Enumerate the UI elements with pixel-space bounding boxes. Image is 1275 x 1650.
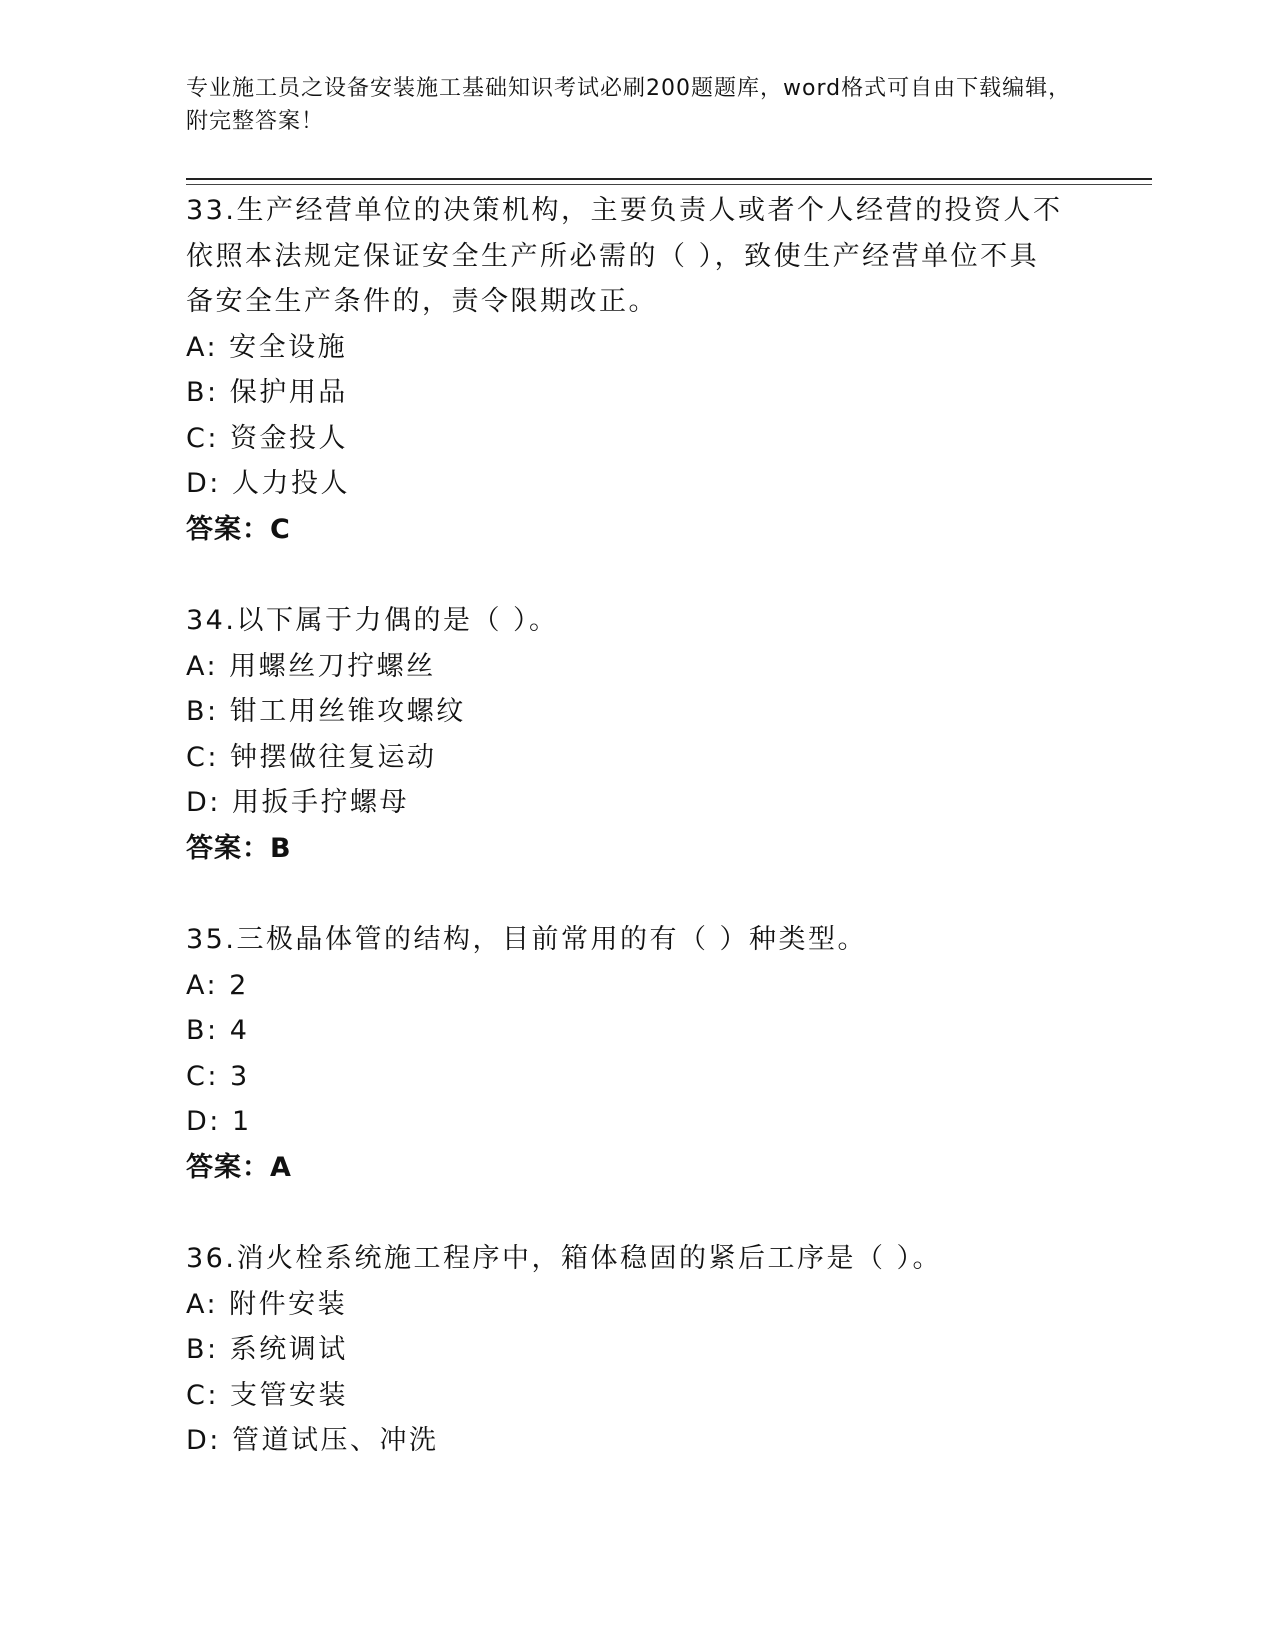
question-text: 35.三极晶体管的结构，目前常用的有（ ）种类型。 — [186, 924, 868, 955]
option-a: A: 用螺丝刀拧螺丝 — [186, 650, 436, 682]
question-spacer — [186, 1190, 1086, 1236]
option-d: D: 人力投人 — [186, 468, 350, 499]
question-text: 36.消火栓系统施工程序中，箱体稳固的紧后工序是（ ）。 — [186, 1243, 943, 1274]
option-b: B: 4 — [186, 1015, 250, 1046]
option-a: A: 安全设施 — [186, 331, 348, 363]
question-spacer — [186, 871, 1086, 917]
question-35 — [186, 917, 1086, 1190]
option-d: D: 1 — [186, 1106, 252, 1137]
option-d: D: 用扳手拧螺母 — [186, 787, 409, 818]
header-divider-thin — [186, 184, 1152, 185]
option-c: C: 3 — [186, 1060, 250, 1092]
option-d: D: 管道试压、冲洗 — [186, 1425, 439, 1456]
option-b: B: 系统调试 — [186, 1334, 348, 1365]
option-a: A: 2 — [186, 969, 249, 1001]
question-36 — [186, 1236, 1086, 1464]
question-spacer — [186, 552, 1086, 598]
question-text: 33.生产经营单位的决策机构，主要负责人或者个人经营的投资人不依照本法规定保证安全生产所必需的（ ），致使生产经营单位不具备安全生产条件的，责令限期改正。 — [186, 195, 1063, 317]
document-header: 专业施工员之设备安装施工基础知识考试必刷200题题库，word格式可自由下载编辑，附完整答案！ — [186, 76, 1072, 134]
option-c: C: 钟摆做往复运动 — [186, 741, 437, 773]
option-a: A: 附件安装 — [186, 1288, 348, 1320]
option-b: B: 保护用品 — [186, 377, 348, 408]
answer-line: 答案：C — [186, 513, 291, 545]
option-c: C: 支管安装 — [186, 1379, 349, 1411]
question-34 — [186, 598, 1086, 871]
question-list — [186, 188, 1086, 1464]
option-b: B: 钳工用丝锥攻螺纹 — [186, 696, 466, 727]
question-33 — [186, 188, 1086, 552]
option-c: C: 资金投人 — [186, 422, 349, 454]
header-divider-thick — [186, 178, 1152, 180]
answer-line: 答案：A — [186, 1151, 292, 1183]
answer-line: 答案：B — [186, 832, 292, 864]
question-text: 34.以下属于力偶的是（ ）。 — [186, 605, 559, 636]
